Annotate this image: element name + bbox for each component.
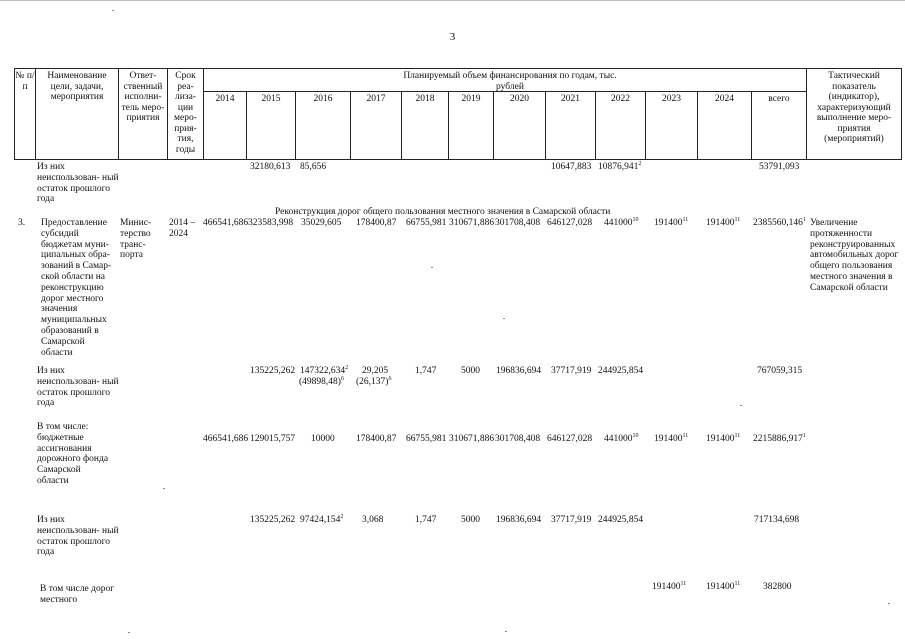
header-year-2020: 2020 (510, 94, 529, 104)
row3-2015: 129015,757 (250, 434, 296, 444)
row3-2024: 191400$^{11}$ (706, 432, 741, 444)
row3-2016: 10000 (311, 434, 335, 444)
header-year-2015: 2015 (261, 94, 281, 104)
scan-speck (888, 603, 890, 604)
row3-2018: 66755,981 (406, 434, 447, 444)
row4-2019: 5000 (461, 515, 480, 525)
header-year-2014: 2014 (215, 94, 235, 104)
row5-2024: 191400$^{11}$ (706, 580, 741, 592)
scan-speck (128, 632, 130, 633)
row0-2022: 10876,941$^2$ (598, 160, 642, 172)
scan-speck (431, 267, 433, 268)
row2-total: 767059,315 (757, 366, 803, 376)
header-year-2024: 2024 (715, 94, 734, 104)
row1-indicator: Увеличение протяженности реконструированных автомобильных дорог общего пользования местного значения в Самарской области (810, 218, 899, 293)
header-bottom-line (14, 159, 902, 160)
section-title: Реконструкция дорог общего пользования местного значения в Самарской области (275, 207, 611, 217)
header-funding: Планируемый объем финансирования по годам, тыс. рублей (403, 71, 617, 92)
col-sep-funding (203, 68, 204, 160)
row5-label: В том числе дорог местного (40, 584, 115, 605)
row4-2016: 97424,154$^2$ (300, 513, 344, 525)
row1-term: 2014 – 2024 (169, 218, 196, 239)
row1-total: 2385560,146$^1$ (753, 216, 806, 228)
row0-2015: 32180,613 (250, 162, 291, 172)
col-sep-indicator (806, 68, 807, 160)
row1-2024: 191400$^{11}$ (706, 216, 741, 228)
row3-2022: 441000$^{10}$ (604, 432, 639, 444)
header-year-2017: 2017 (366, 94, 386, 104)
row4-2022: 244925,854 (598, 515, 644, 525)
scan-speck (163, 488, 165, 489)
header-name: Наименование цели, задачи, мероприятия (47, 71, 107, 102)
header-indicator: Тактический показатель (индикатор), характеризующий выполнение меро- приятия (мероприятий) (816, 71, 892, 144)
row2-label: Из них неиспользован- ный остаток прошлого года (37, 366, 119, 409)
row3-2021: 646127,028 (547, 434, 593, 444)
row2-2017: 29,205 (362, 366, 389, 376)
header-responsible: Ответ- ственный исполни- тель меро- приятия (121, 71, 165, 123)
table-border-top (14, 68, 902, 69)
table-border-right (901, 68, 902, 160)
row0-2016: 85,656 (300, 162, 327, 172)
row1-2014: 466541,686 (203, 218, 249, 228)
row0-2021: 10647,883 (551, 162, 592, 172)
row4-2021: 37717,919 (551, 515, 592, 525)
row1-2017: 178400,87 (356, 218, 397, 228)
scan-speck (505, 631, 507, 632)
header-year-2021: 2021 (561, 94, 580, 104)
row1-2020: 301708,408 (495, 218, 541, 228)
header-year-2022: 2022 (611, 94, 630, 104)
row1-responsible: Минис- терство транс- порта (120, 218, 152, 261)
row4-label: Из них неиспользован- ный остаток прошлого года (37, 515, 119, 558)
row5-total: 382800 (763, 582, 792, 592)
row4-2017: 3,068 (362, 515, 384, 525)
row2-2017-note: $(26,137)^6$ (356, 375, 392, 387)
row1-2021: 646127,028 (547, 218, 593, 228)
header-year-2018: 2018 (415, 94, 435, 104)
row4-2015: 135225,262 (250, 515, 296, 525)
row3-2019: 310671,886 (449, 434, 495, 444)
row4-2018: 1,747 (415, 515, 437, 525)
scan-speck (112, 10, 114, 11)
row0-total: 53791,093 (759, 162, 800, 172)
row1-num: 3. (18, 218, 26, 228)
row5-2023: 191400$^{11}$ (652, 580, 687, 592)
row1-2018: 66755,981 (406, 218, 447, 228)
row1-2015: 323583,998 (248, 218, 294, 228)
header-year-2023: 2023 (662, 94, 681, 104)
row1-2019: 310671,886 (449, 218, 495, 228)
scan-speck (503, 318, 505, 319)
page-number: 3 (449, 31, 456, 43)
row3-2020: 301708,408 (495, 434, 541, 444)
header-num: № п/п (15, 71, 35, 92)
row4-total: 717134,698 (754, 515, 800, 525)
row2-2020: 196836,694 (496, 366, 542, 376)
row1-label: Предоставление субсидий бюджетам муни- ципальных обра- зований в Самар- ской области на реконструкцию дорог местного значения муниципальных образований в Самарской области (41, 218, 112, 358)
row3-2023: 191400$^{11}$ (654, 432, 689, 444)
row2-2022: 244925,854 (598, 366, 644, 376)
row2-2016-note: $(49898,48)^6$ (299, 375, 344, 387)
row2-2016: 147322,634$^2$ (300, 364, 349, 376)
header-total: всего (768, 94, 790, 104)
row3-label: В том числе: бюджетные ассигнования дорожного фонда Самарской области (37, 422, 109, 486)
row2-2015: 135225,262 (250, 366, 296, 376)
header-term: Срок реа- лиза- ции меро- прия- тия, годы (174, 71, 197, 155)
row0-label: Из них неиспользован- ный остаток прошлого года (37, 162, 119, 205)
top-edge-line (0, 0, 905, 1)
header-year-2016: 2016 (313, 94, 333, 104)
row3-2017: 178400,87 (356, 434, 397, 444)
row1-2016: 35029,605 (301, 218, 342, 228)
row2-2019: 5000 (461, 366, 480, 376)
scan-speck (740, 405, 742, 406)
row1-2022: 441000$^{10}$ (604, 216, 639, 228)
row3-2014: 466541,686 (203, 434, 249, 444)
row1-2023: 191400$^{11}$ (654, 216, 689, 228)
row2-2021: 37717,919 (551, 366, 592, 376)
col-sep-name (35, 68, 36, 160)
header-year-2019: 2019 (461, 94, 481, 104)
row2-2018: 1,747 (415, 366, 437, 376)
row3-total: 2215886,917$^1$ (753, 432, 806, 444)
row4-2020: 196836,694 (496, 515, 542, 525)
